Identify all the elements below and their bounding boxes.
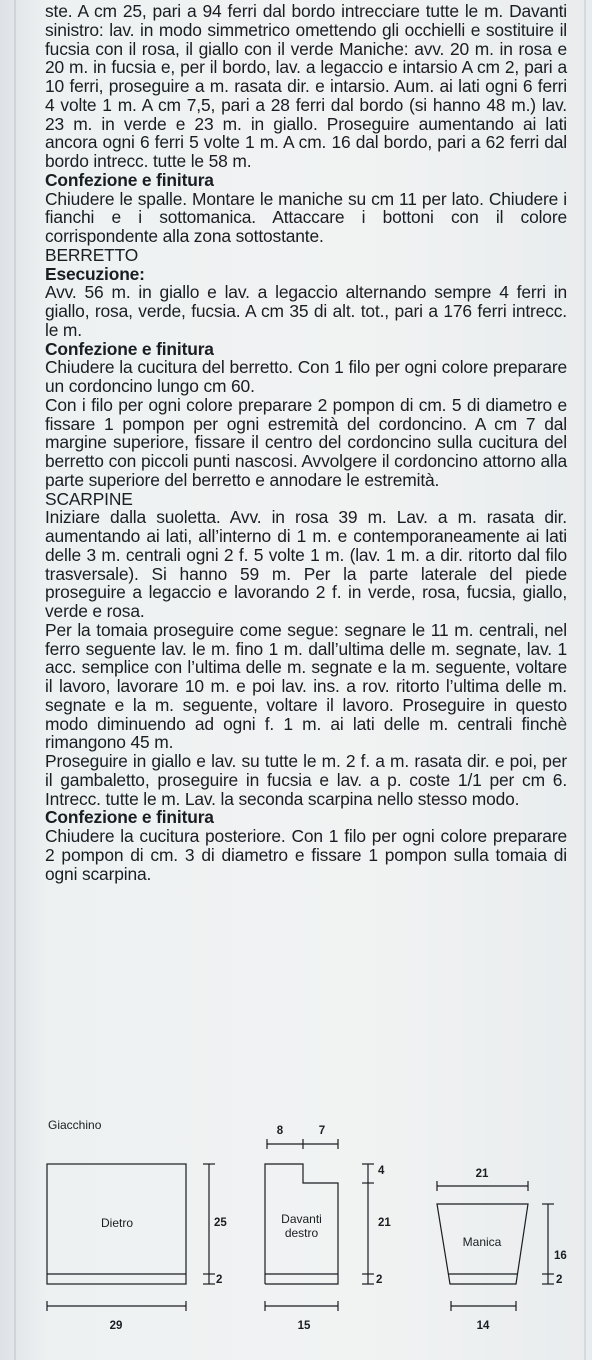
- davanti-border-label: 2: [376, 1274, 383, 1286]
- paragraph: Chiudere le spalle. Montare le maniche su cm 11 per lato. Chiudere i fianchi e i sottomanica. Attaccare i bottoni con il colore corrispondente alla zona sottostante.: [45, 188, 567, 246]
- manica-bottom-label: 14: [476, 1320, 490, 1332]
- paragraph: Chiudere la cucitura posteriore. Con 1 filo per ogni colore preparare 2 pompon di cm. 3 di diametro e fissare 1 pompon sulla tomaia di ogni scarpina.: [45, 826, 567, 884]
- dietro-border-label: 2: [216, 1274, 223, 1286]
- davanti-top-right-label: 7: [318, 1125, 326, 1137]
- paragraph: Proseguire in giallo e lav. su tutte le m. 2 f. a m. rasata dir. e poi, per il gambaletto, proseguire in fucsia e lav. a p. coste 1/1 per cm 6. Intrecc. tutte le m. Lav. la seconda scarpina nello stesso modo.: [45, 751, 567, 809]
- manica-top-label: 21: [475, 1168, 489, 1180]
- paragraph: ste. A cm 25, pari a 94 ferri dal bordo intrecciare tutte le m. Davanti sinistro: lav. in modo simmetrico omettendo gli occhielli e sostituire il fucsia con il rosa, il giallo con il verde Maniche: avv. 20 m. in rosa e 20 m. in fucsia e, per il bordo, lav. a legaccio e intarsio A cm 2, pari a 10 ferri, proseguire a m. rasata dir. e intarsio. Aum. ai lati ogni 6 ferri 4 volte 1 m. A cm 7,5, pari a 28 ferri dal bordo (si hanno 48 m.) lav. 23 m. in verde e 23 m. in giallo. Proseguire aumentando ai lati ancora ogni 6 ferri 5 volte 1 m. A cm. 16 dal bordo, pari a 62 ferri dal bordo intrecc. tutte le 58 m.: [45, 1, 567, 171]
- dietro-label: Dietro: [100, 1216, 133, 1230]
- davanti-label-line2: destro: [284, 1226, 319, 1240]
- section-heading: Confezione e finitura: [45, 807, 214, 828]
- diagram-title: Giacchino: [48, 1118, 102, 1132]
- section-title: BERRETTO: [45, 244, 139, 265]
- davanti-neck-label: 4: [378, 1165, 385, 1177]
- instructions-text: [45, 2, 567, 883]
- manica-height-label: 16: [554, 1250, 567, 1262]
- manica-label: Manica: [462, 1235, 502, 1249]
- paragraph: Per la tomaia proseguire come segue: segnare le 11 m. centrali, nel ferro seguente lav. le m. fino 1 m. dall’ultima delle m. segnate, lav. 1 acc. semplice con l’ultima delle m. segnate e la m. seguente, voltare il lavoro, lavorare 10 m. e poi lav. ins. a rov. ritorto l’ultima delle m. segnate e la m. seguente, voltare il lavoro. Proseguire in questo modo diminuendo ad ogni f. 1 m. ai lati delle m. centrali finchè rimangono 45 m.: [45, 619, 567, 753]
- paragraph: Avv. 56 m. in giallo e lav. a legaccio alternando sempre 4 ferri in giallo, rosa, verde, fucsia. A cm 35 di alt. tot., pari a 176 ferri intrecc. le m.: [45, 282, 567, 340]
- paragraph: Iniziare dalla suoletta. Avv. in rosa 39 m. Lav. a m. rasata dir. aumentando ai lati, all’interno di 1 m. e contemporaneamente ai lati delle 3 m. centrali ogni 2 f. 5 volte 1 m. (lav. 1 m. a dir. ritorto dal filo trasversale). Si hanno 59 m. Per la parte laterale del piede proseguire a legaccio e lavorando 2 f. in verde, rosa, fucsia, giallo, verde e rosa.: [45, 507, 567, 621]
- dietro-height-label: 25: [214, 1217, 227, 1229]
- paragraph: Con i filo per ogni colore preparare 2 pompon di cm. 5 di diametro e fissare 1 pompon per ogni estremità del cordoncino. A cm 7 dal margine superiore, fissare il centro del cordoncino sulla cucitura del berretto con piccoli punti nascosi. Avvolgere il cordoncino attorno alla parte superiore del berretto e annodare le estremità.: [45, 394, 567, 490]
- section-heading: Esecuzione:: [45, 263, 145, 284]
- schema-giacchino: [0, 1105, 592, 1360]
- manica-border-label: 2: [556, 1274, 563, 1286]
- davanti-label-line1: Davanti: [281, 1212, 322, 1226]
- davanti-width-label: 15: [297, 1320, 311, 1332]
- dietro-width-label: 29: [109, 1320, 123, 1332]
- davanti-label: [265, 1212, 338, 1240]
- paragraph: Chiudere la cucitura del berretto. Con 1 filo per ogni colore preparare un cordoncino lungo cm 60.: [45, 357, 567, 396]
- section-title: SCARPINE: [45, 488, 133, 509]
- section-heading: Confezione e finitura: [45, 338, 214, 359]
- davanti-height-label: 21: [378, 1217, 391, 1229]
- section-heading: Confezione e finitura: [45, 169, 214, 190]
- davanti-top-left-label: 8: [276, 1125, 284, 1137]
